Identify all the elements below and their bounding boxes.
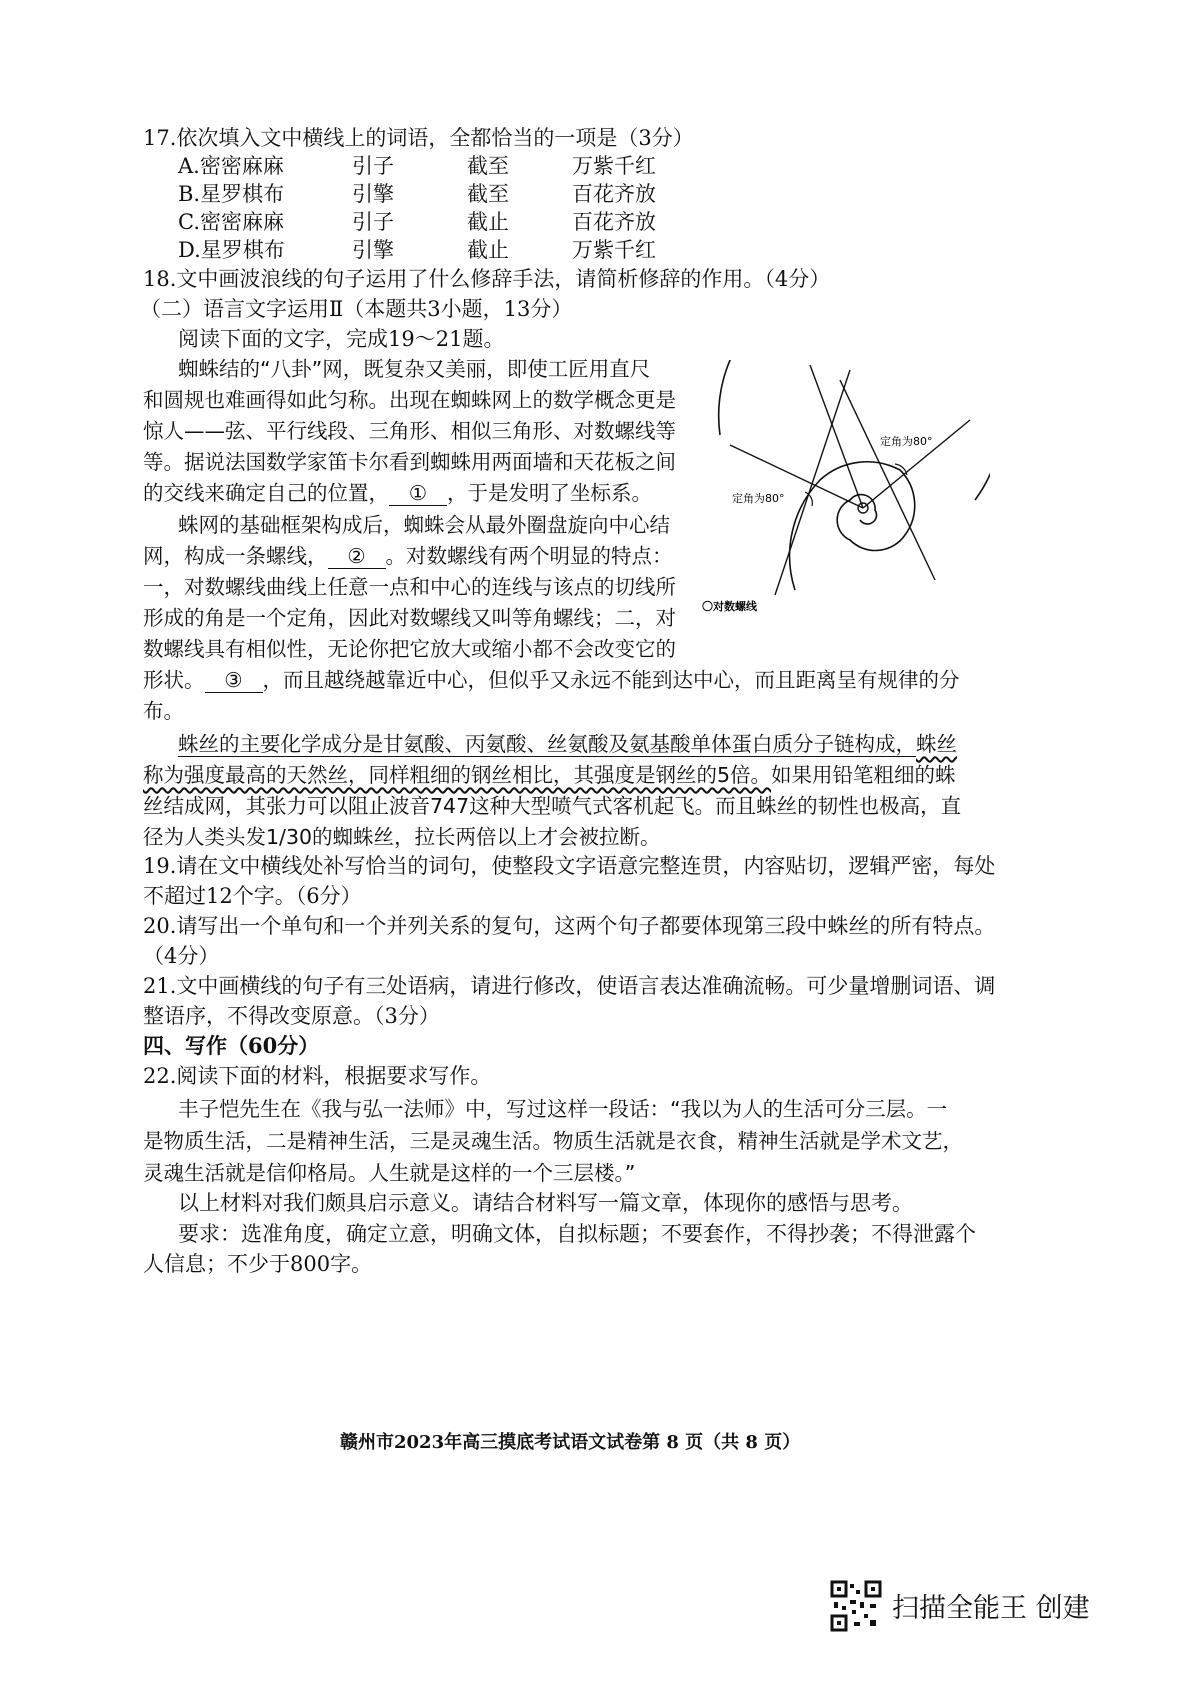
q22-material-line3: 灵魂生活就是信仰格局。人生就是这样的一个三层楼。”	[143, 1161, 636, 1185]
tangent-line	[775, 370, 850, 595]
tangent-line	[840, 380, 935, 580]
figure-caption: 〇对数螺线	[702, 600, 757, 613]
q17-option-b-word2: 引擎	[352, 182, 394, 206]
q19-line2: 不超过12个字。（6分）	[143, 884, 362, 908]
blank-3: ③	[205, 669, 263, 693]
section4-heading: 四、写作（60分）	[143, 1033, 320, 1058]
q17-option-b: B.星罗棋布	[178, 182, 285, 206]
passage-p3-line3: 丝结成网，其张力可以阻止波音747这种大型喷气式客机起飞。而且蛛丝的韧性也极高，直	[143, 794, 962, 818]
section2-instruction: 阅读下面的文字，完成19～21题。	[178, 327, 505, 351]
passage-p1-line2: 和圆规也难画得如此匀称。出现在蜘蛛网上的数学概念更是	[143, 388, 676, 412]
q17-option-b-word3: 截至	[467, 182, 509, 206]
passage-text: 。对数螺线有两个明显的特点：	[385, 544, 673, 568]
passage-p2-line3: 一，对数螺线曲线上任意一点和中心的连线与该点的切线所	[143, 575, 676, 599]
q17-option-d: D.星罗棋布	[178, 238, 285, 262]
passage-text: 如果用铅笔粗细的蛛	[771, 763, 956, 787]
q17-option-d-word3: 截止	[467, 238, 509, 262]
q17-option-b-word4: 百花齐放	[572, 182, 656, 206]
passage-p2-line5: 数螺线具有相似性，无论你把它放大或缩小都不会改变它的	[143, 637, 676, 661]
passage-p1-line4: 等。据说法国数学家笛卡尔看到蜘蛛用两面墙和天花板之间	[143, 450, 676, 474]
scanner-watermark: 扫描全能王 创建	[892, 1593, 1090, 1624]
section2-heading: （二）语言文字运用Ⅱ（本题共3小题，13分）	[140, 297, 573, 321]
passage-text: 的交线来确定自己的位置，	[143, 481, 389, 505]
log-spiral-figure	[700, 360, 990, 620]
passage-p1-line5	[143, 476, 652, 506]
page-footer: 赣州市2023年高三摸底考试语文试卷第 8 页（共 8 页）	[340, 1432, 801, 1453]
q22-requirement-line2: 人信息；不少于800字。	[143, 1252, 373, 1276]
passage-p1-line1: 蜘蛛结的“八卦”网，既复杂又美丽，即使工匠用直尺	[178, 357, 651, 381]
wavy-sentence-start: 蛛丝	[916, 732, 957, 756]
q22-material-line2: 是物质生活，二是精神生活，三是灵魂生活。物质生活就是衣食，精神生活就是学术文艺，	[143, 1129, 963, 1153]
radial-line	[863, 420, 970, 508]
blank-2: ②	[328, 545, 386, 569]
q20-line2: （4分）	[143, 944, 220, 968]
passage-p3-line4: 径为人类头发1/30的蜘蛛丝，拉长两倍以上才会被拉断。	[143, 825, 661, 849]
passage-p2-line2	[143, 539, 673, 569]
passage-text: 形状。	[143, 668, 205, 692]
underlined-sentence: 蛛丝的主要化学成分是甘氨酸、丙氨酸、丝氨酸及氨基酸单体蛋白质分子链构成，	[178, 732, 916, 756]
q17-option-a: A.密密麻麻	[178, 154, 284, 178]
q17-option-c-word2: 引子	[352, 210, 394, 234]
q17-option-a-word2: 引子	[352, 154, 394, 178]
q22-requirement-line1: 要求：选准角度，确定立意，明确文体，自拟标题；不要套作，不得抄袭；不得泄露个	[178, 1222, 976, 1246]
wavy-sentence: 称为强度最高的天然丝，同样粗细的钢丝相比，其强度是钢丝的5倍。	[143, 763, 772, 787]
q17-option-a-word3: 截至	[467, 154, 509, 178]
q17-option-a-word4: 万紫千红	[572, 154, 656, 178]
q17-option-d-word2: 引擎	[352, 238, 394, 262]
q22-material-line1: 丰子恺先生在《我与弘一法师》中，写过这样一段话：“我以为人的生活可分三层。一	[178, 1097, 948, 1121]
passage-p3-line1	[178, 727, 957, 757]
passage-p1-line3: 惊人——弦、平行线段、三角形、相似三角形、对数螺线等	[143, 419, 676, 443]
q20-line1: 20.请写出一个单句和一个并列关系的复句，这两个句子都要体现第三段中蛛丝的所有特点。	[143, 914, 996, 938]
q17-option-c: C.密密麻麻	[178, 210, 284, 234]
q17-stem: 17.依次填入文中横线上的词语，全都恰当的一项是（3分）	[143, 126, 694, 150]
q19-line1: 19.请在文中横线处补写恰当的词句，使整段文字语意完整连贯，内容贴切，逻辑严密，每处	[143, 854, 996, 878]
q17-option-c-word4: 百花齐放	[572, 210, 656, 234]
passage-text: 网，构成一条螺线，	[143, 544, 328, 568]
q18-stem: 18.文中画波浪线的句子运用了什么修辞手法，请简析修辞的作用。（4分）	[143, 267, 831, 291]
passage-p2-line1: 蛛网的基础框架构成后，蜘蛛会从最外圈盘旋向中心结	[178, 513, 670, 537]
angle-label-left: 定角为80°	[732, 492, 785, 505]
q17-option-c-word3: 截止	[467, 210, 509, 234]
qr-code-icon	[830, 1580, 882, 1632]
passage-p2-line6	[143, 663, 960, 693]
passage-p2-line7: 布。	[143, 699, 184, 723]
passage-p2-line4: 形成的角是一个定角，因此对数螺线又叫等角螺线；二，对	[143, 606, 676, 630]
blank-1: ①	[389, 482, 447, 506]
q21-line2: 整语序，不得改变原意。（3分）	[143, 1004, 440, 1028]
passage-text: ，而且越绕越靠近中心，但似乎又永远不能到达中心，而且距离呈有规律的分	[262, 668, 960, 692]
q22-prompt: 以上材料对我们颇具启示意义。请结合材料写一篇文章，体现你的感悟与思考。	[178, 1191, 913, 1215]
spiral-outer-arc	[719, 360, 990, 500]
passage-p3-line2	[143, 758, 956, 788]
q22-stem: 22.阅读下面的材料，根据要求写作。	[143, 1064, 492, 1088]
passage-text: ，于是发明了坐标系。	[447, 481, 652, 505]
angle-label-right: 定角为80°	[880, 435, 933, 448]
q21-line1: 21.文中画横线的句子有三处语病，请进行修改，使语言表达准确流畅。可少量增删词语、调	[143, 974, 996, 998]
q17-option-d-word4: 万紫千红	[572, 238, 656, 262]
